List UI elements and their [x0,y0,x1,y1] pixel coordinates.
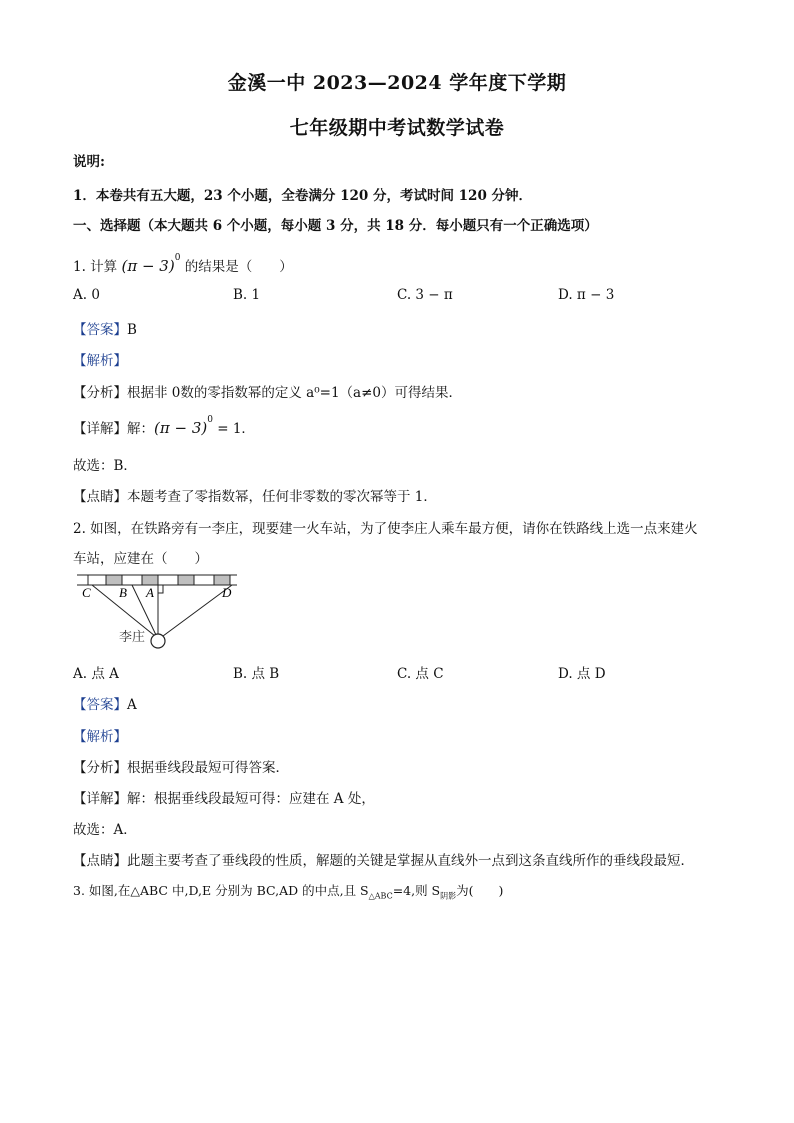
village-circle [151,634,165,648]
q2-railway-figure [74,571,244,653]
title-line-1: 金溪一中 2023—2024 学年度下学期 [227,72,567,94]
q1-xiangjie-exp: 0 [207,414,213,425]
q2-option-a: A. 点 A [73,666,119,682]
q2-fenxi-label: 【分析】 [73,760,127,776]
q2-option-b: B. 点 B [233,666,280,682]
rail-ties [88,575,230,585]
q2-fenxi-text: 根据垂线段最短可得答案． [127,760,289,776]
q2-dianjing [73,849,694,869]
q2-dianjing-label: 【点睛】 [73,853,127,869]
q2-xiangjie [73,787,375,807]
q2-xiangjie-text: 解：根据垂线段最短可得：应建在 A 处， [127,791,375,807]
q1-dianjing [73,485,437,505]
q1-guxuan: 故选：B． [73,458,137,474]
q2-stem-line-2: 车站，应建在（ ） [73,551,208,567]
q2-answer [73,693,137,713]
note-1: 1．本卷共有五大题，23 个小题，全卷满分 120 分，考试时间 120 分钟． [73,188,533,204]
q3-text-post: 为( ) [456,883,504,898]
q3-sub-shadow: 阴影 [440,891,457,901]
q2-xiangjie-label: 【详解】 [73,791,127,807]
note-label: 说明: [73,154,105,170]
q1-stem [73,252,293,275]
q1-exp: 0 [174,252,181,263]
q1-jiexi: 【解析】 [73,353,127,369]
q2-guxuan: 故选：A． [73,822,137,838]
label-a: A [146,585,154,600]
right-angle-mark [158,585,163,593]
q3-text-mid: =4,则 S [392,883,441,898]
q3-sub-abc: △ABC [368,891,393,901]
q3-text-pre: 3. 如图,在△ABC 中,D,E 分别为 BC,AD 的中点,且 S [73,883,369,898]
q1-dianjing-text: 本题考查了零指数幂，任何非零数的零次幂等于 1． [127,489,437,505]
label-c: C [82,585,91,600]
q1-answer-value: B [127,322,137,338]
q1-option-a: A. 0 [73,287,100,303]
label-village: 李庄 [119,630,146,645]
label-b: B [119,585,127,600]
q2-option-c: C. 点 C [397,666,444,682]
q2-fenxi [73,756,289,776]
q1-xiangjie-label: 【详解】 [73,421,127,437]
title-line-2: 七年级期中考试数学试卷 [289,117,505,139]
section-1-heading: 一、选择题（本大题共 6 个小题，每小题 3 分，共 18 分．每小题只有一个正确选项） [73,218,598,234]
q1-option-c: C. 3 − π [397,287,453,303]
q1-suffix: 的结果是（ ） [184,259,293,275]
q2-option-d: D. 点 D [558,666,606,682]
q1-xiangjie [73,414,255,437]
q3-stem [73,881,503,902]
q2-answer-value: A [127,697,137,713]
q2-answer-label: 【答案】 [73,697,127,713]
q2-dianjing-text: 此题主要考查了垂线段的性质，解题的关键是掌握从直线外一点到这条直线所作的垂线段最短． [127,853,694,869]
q1-answer-label: 【答案】 [73,322,127,338]
q1-prefix: 1. 计算 [73,259,118,275]
q1-option-b: B. 1 [233,287,261,303]
q1-fenxi-label: 【分析】 [73,385,127,401]
q1-dianjing-label: 【点睛】 [73,489,127,505]
q1-xiangjie-expr: (π − 3) [154,419,208,437]
q1-xiangjie-post: = 1． [212,421,255,437]
q1-fenxi [73,381,462,401]
q1-xiangjie-pre: 解： [127,421,154,437]
q1-option-d: D. π − 3 [558,287,615,303]
q1-expr: (π − 3) [121,257,175,275]
q2-jiexi: 【解析】 [73,729,127,745]
q1-answer [73,318,137,338]
q1-fenxi-text: 根据非 0数的零指数幂的定义 a⁰=1（a≠0）可得结果． [127,385,462,401]
q2-stem-line-1: 2. 如图，在铁路旁有一李庄，现要建一火车站，为了使李庄人乘车最方便，请你在铁路线上选一点来建火 [73,521,698,537]
label-d: D [222,585,232,600]
